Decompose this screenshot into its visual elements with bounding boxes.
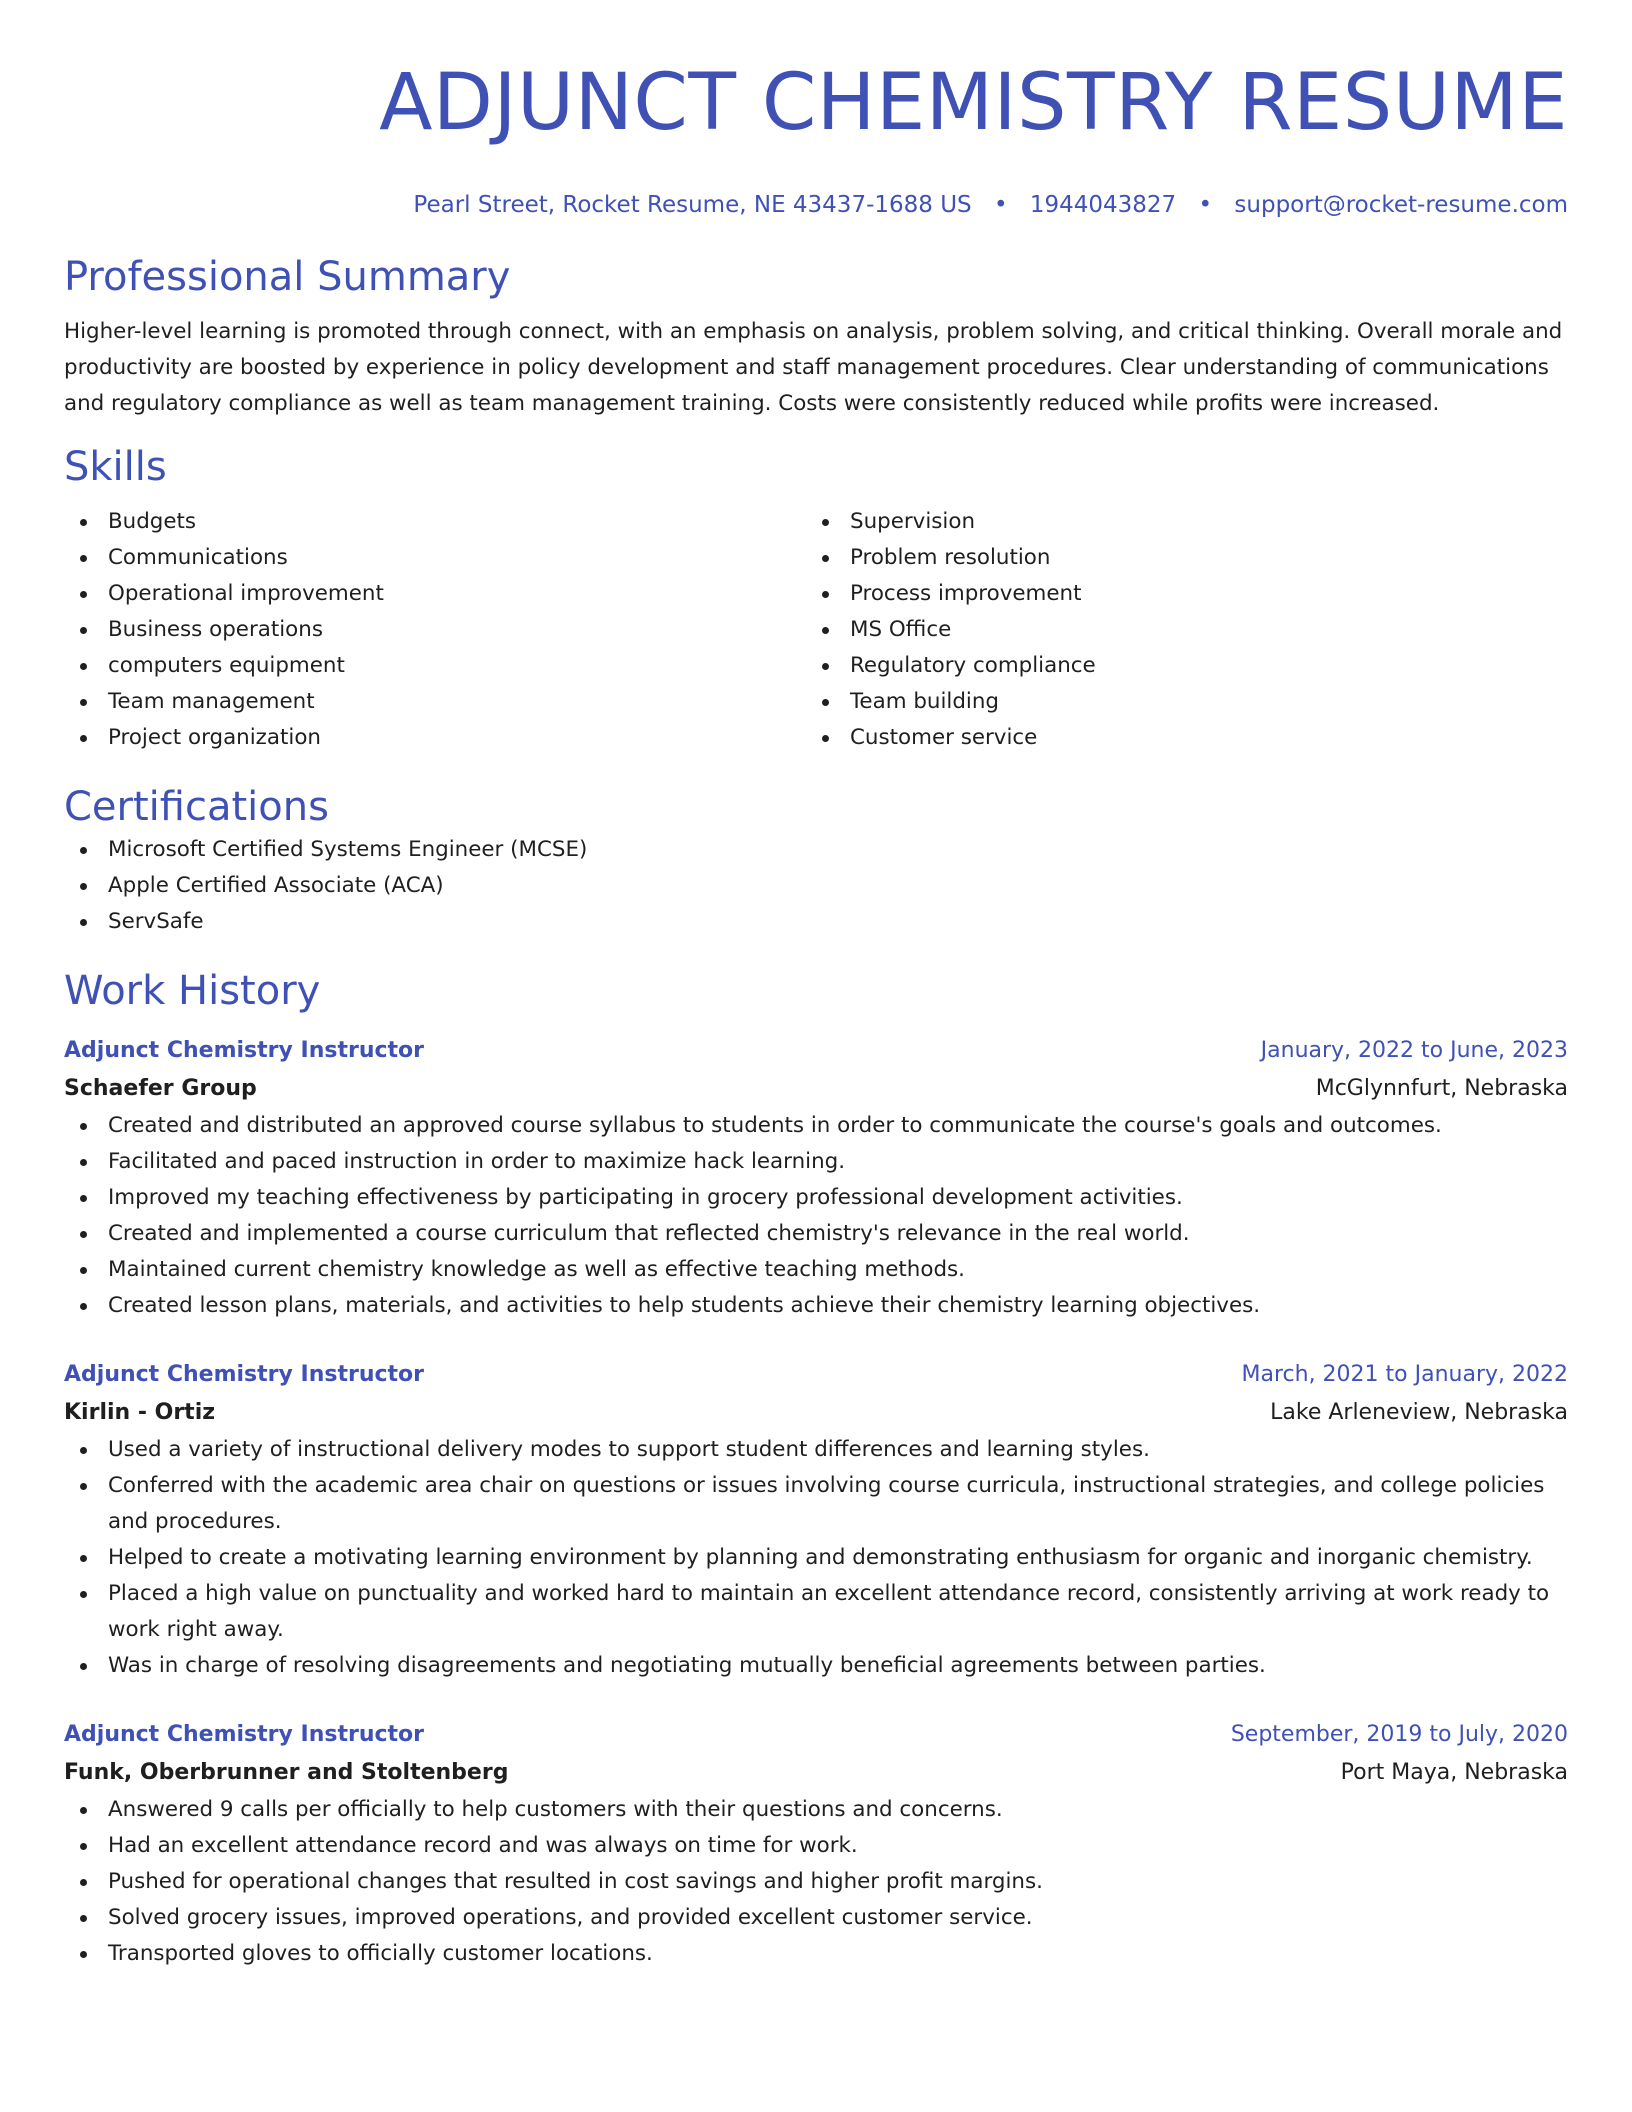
- skill-item: Team building: [806, 684, 1548, 720]
- job-title: Adjunct Chemistry Instructor: [64, 1722, 425, 1747]
- job-dates: March, 2021 to January, 2022: [1241, 1362, 1568, 1387]
- job-duty-item: Transported gloves to officially customer locations.: [64, 1936, 1568, 1972]
- job-employer-row: [64, 1394, 1568, 1432]
- job-header-row: [64, 1032, 1568, 1070]
- job-dates: September, 2019 to July, 2020: [1230, 1722, 1568, 1747]
- job-entry: [64, 1032, 1568, 1324]
- skills-column-left: [64, 504, 806, 756]
- skills-heading: Skills: [64, 444, 167, 490]
- resume-title: ADJUNCT CHEMISTRY RESUME: [379, 58, 1568, 148]
- job-header-row: [64, 1356, 1568, 1394]
- summary-heading: Professional Summary: [64, 254, 511, 300]
- certification-item: Microsoft Certified Systems Engineer (MCSE): [64, 832, 1568, 868]
- certifications-list: [64, 832, 1568, 940]
- contact-address: Pearl Street, Rocket Resume, NE 43437-1688 US: [413, 192, 972, 218]
- job-duties-list: [64, 1108, 1568, 1324]
- job-company: Kirlin - Ortiz: [64, 1400, 216, 1425]
- skill-item: Team management: [64, 684, 806, 720]
- skill-item: MS Office: [806, 612, 1548, 648]
- job-duty-item: Created lesson plans, materials, and activities to help students achieve their chemistry learning objectives.: [64, 1288, 1568, 1324]
- skill-item: computers equipment: [64, 648, 806, 684]
- job-dates: January, 2022 to June, 2023: [1260, 1038, 1568, 1063]
- contact-line: [64, 190, 1568, 220]
- job-entry: [64, 1716, 1568, 1972]
- contact-email[interactable]: support@rocket-resume.com: [1234, 192, 1568, 218]
- contact-phone[interactable]: 1944043827: [1029, 192, 1177, 218]
- skill-item: Budgets: [64, 504, 806, 540]
- summary-text: Higher-level learning is promoted through connect, with an emphasis on analysis, problem solving, and critical thinking. Overall morale and productivity are boosted by experience in policy development and staff management procedures. Clear understanding of communications and regulatory compliance as well as team management training. Costs were consistently reduced while profits were increased.: [64, 319, 1563, 416]
- skill-item: Regulatory compliance: [806, 648, 1548, 684]
- skill-item: Customer service: [806, 720, 1548, 756]
- job-company: Funk, Oberbrunner and Stoltenberg: [64, 1760, 509, 1785]
- contact-separator: •: [1198, 192, 1213, 218]
- skill-item: Project organization: [64, 720, 806, 756]
- job-duties-list: [64, 1792, 1568, 1972]
- resume-page: [64, 0, 1568, 1972]
- skill-item: Communications: [64, 540, 806, 576]
- job-location: Lake Arleneview, Nebraska: [1270, 1400, 1568, 1425]
- job-entry: [64, 1356, 1568, 1684]
- contact-separator: •: [993, 192, 1008, 218]
- job-location: Port Maya, Nebraska: [1340, 1760, 1568, 1785]
- job-title: Adjunct Chemistry Instructor: [64, 1362, 425, 1387]
- job-title: Adjunct Chemistry Instructor: [64, 1038, 425, 1063]
- job-duty-item: Had an excellent attendance record and was always on time for work.: [64, 1828, 1568, 1864]
- skills-list-left: [64, 504, 806, 756]
- job-duties-list: [64, 1432, 1568, 1684]
- skill-item: Problem resolution: [806, 540, 1548, 576]
- job-duty-item: Pushed for operational changes that resulted in cost savings and higher profit margins.: [64, 1864, 1568, 1900]
- skill-item: Business operations: [64, 612, 806, 648]
- job-duty-item: Solved grocery issues, improved operations, and provided excellent customer service.: [64, 1900, 1568, 1936]
- skills-grid: [64, 504, 1568, 756]
- job-duty-item: Was in charge of resolving disagreements and negotiating mutually beneficial agreements between parties.: [64, 1648, 1568, 1684]
- certification-item: Apple Certified Associate (ACA): [64, 868, 1568, 904]
- skills-list-right: [806, 504, 1548, 756]
- job-duty-item: Improved my teaching effectiveness by participating in grocery professional development activities.: [64, 1180, 1568, 1216]
- job-employer-row: [64, 1070, 1568, 1108]
- job-duty-item: Maintained current chemistry knowledge as well as effective teaching methods.: [64, 1252, 1568, 1288]
- skills-column-right: [806, 504, 1548, 756]
- certification-item: ServSafe: [64, 904, 1568, 940]
- job-duty-item: Helped to create a motivating learning environment by planning and demonstrating enthusiasm for organic and inorganic chemistry.: [64, 1540, 1568, 1576]
- job-duty-item: Conferred with the academic area chair on questions or issues involving course curricula, instructional strategies, and college policies and procedures.: [64, 1468, 1568, 1540]
- job-location: McGlynnfurt, Nebraska: [1315, 1076, 1568, 1101]
- job-header-row: [64, 1716, 1568, 1754]
- job-duty-item: Created and implemented a course curriculum that reflected chemistry's relevance in the real world.: [64, 1216, 1568, 1252]
- job-duty-item: Answered 9 calls per officially to help customers with their questions and concerns.: [64, 1792, 1568, 1828]
- job-employer-row: [64, 1754, 1568, 1792]
- job-company: Schaefer Group: [64, 1076, 257, 1101]
- work-history-heading: Work History: [64, 968, 321, 1014]
- skill-item: Process improvement: [806, 576, 1548, 612]
- skill-item: Supervision: [806, 504, 1548, 540]
- job-duty-item: Created and distributed an approved course syllabus to students in order to communicate the course's goals and outcomes.: [64, 1108, 1568, 1144]
- job-duty-item: Used a variety of instructional delivery modes to support student differences and learning styles.: [64, 1432, 1568, 1468]
- skill-item: Operational improvement: [64, 576, 806, 612]
- job-duty-item: Placed a high value on punctuality and worked hard to maintain an excellent attendance record, consistently arriving at work ready to work right away.: [64, 1576, 1568, 1648]
- certifications-heading: Certifications: [64, 784, 329, 830]
- job-duty-item: Facilitated and paced instruction in order to maximize hack learning.: [64, 1144, 1568, 1180]
